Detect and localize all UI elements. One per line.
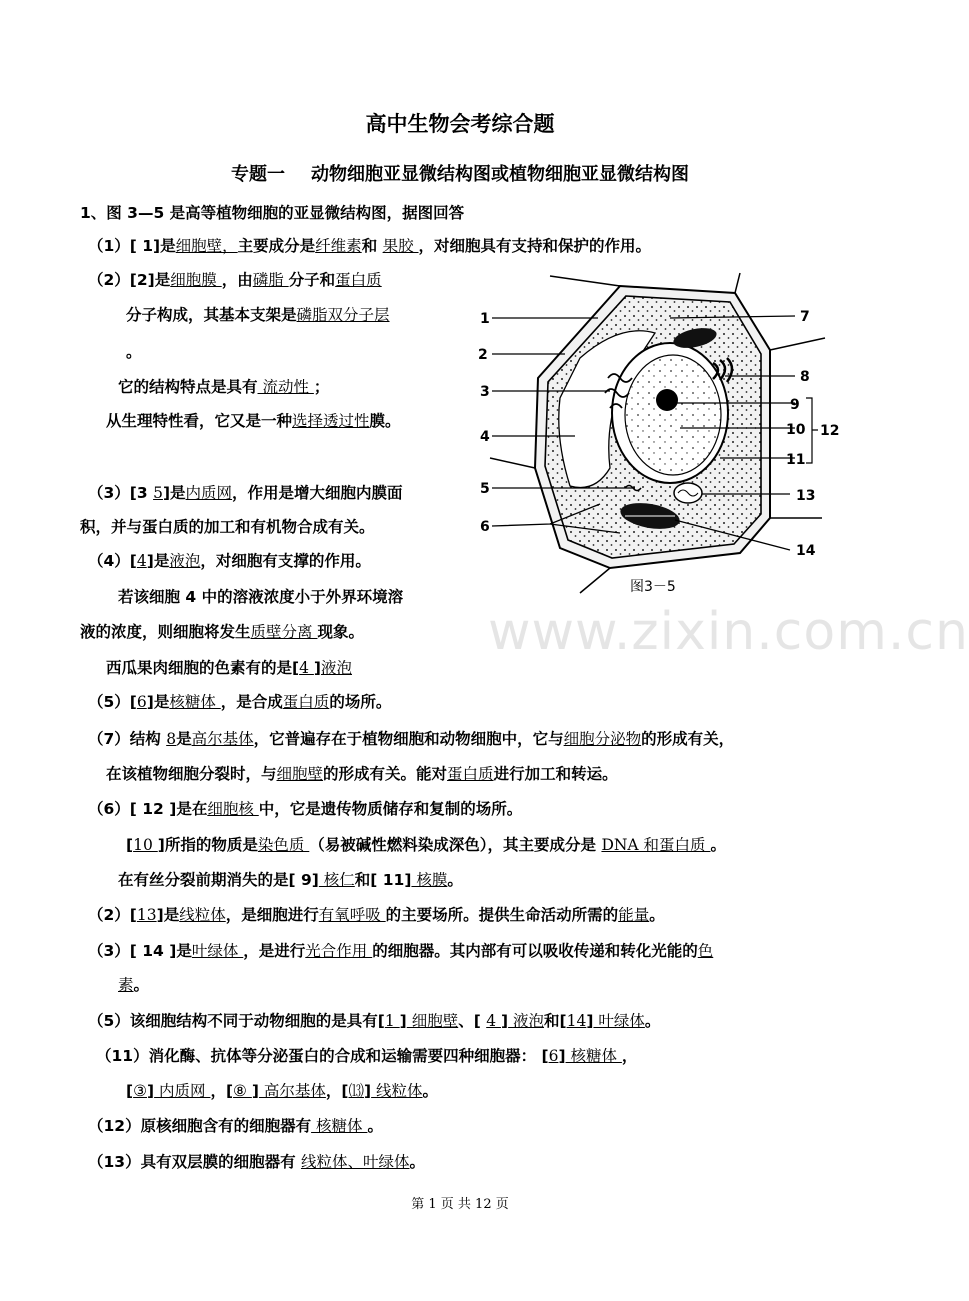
line-19: （2）[13]是线粒体，是细胞进行有氧呼吸 的主要场所。提供生命活动所需的能量。 bbox=[88, 906, 665, 924]
watermark: www.zixin.com.cn bbox=[488, 602, 969, 662]
line-6: 从生理特性看，它又是一种选择透过性膜。 bbox=[106, 412, 401, 430]
line-12: 西瓜果肉细胞的色素有的是[4 ]液泡 bbox=[106, 659, 352, 677]
line-3: 分子构成，其基本支架是磷脂双分子层 bbox=[126, 306, 390, 324]
line-10: 若该细胞 4 中的溶液浓度小于外界环境溶 bbox=[118, 588, 404, 606]
subtitle-topic: 专题一 bbox=[231, 164, 285, 185]
subtitle bbox=[0, 160, 920, 186]
label-12: 12 bbox=[820, 423, 840, 439]
line-14: （7）结构 8是高尔基体，它普遍存在于植物细胞和动物细胞中，它与细胞分泌物的形成有关， bbox=[88, 730, 735, 748]
line-26: （13）具有双层膜的细胞器有 线粒体、叶绿体。 bbox=[88, 1153, 425, 1171]
page-footer: 第 1 页 共 12 页 bbox=[411, 1197, 509, 1212]
subtitle-heading: 动物细胞亚显微结构图或植物细胞亚显微结构图 bbox=[311, 164, 689, 185]
label-10: 10 bbox=[786, 422, 806, 438]
line-11: 液的浓度，则细胞将发生质壁分离 现象。 bbox=[80, 623, 364, 641]
line-8: 积，并与蛋白质的加工和有机物合成有关。 bbox=[80, 518, 375, 536]
line-24: [③] 内质网 ，[⑧ ] 高尔基体，[⒀] 线粒体。 bbox=[126, 1082, 439, 1100]
line-4: 。 bbox=[126, 343, 142, 361]
line-1: （1）[ 1]是细胞壁，主要成分是纤维素和 果胶 ，对细胞具有支持和保护的作用。 bbox=[88, 237, 652, 255]
page-title: 高中生物会考综合题 bbox=[365, 112, 555, 136]
line-13: （5）[6]是核糖体 ，是合成蛋白质的场所。 bbox=[88, 693, 392, 711]
line-9: （4）[4]是液泡，对细胞有支撑的作用。 bbox=[88, 552, 371, 570]
line-2: （2）[2]是细胞膜 ，由磷脂 分子和蛋白质 bbox=[88, 271, 382, 289]
line-18: 在有丝分裂前期消失的是[ 9] 核仁和[ 11] 核膜。 bbox=[118, 871, 463, 889]
question-intro: 1、图 3—5 是高等植物细胞的亚显微结构图，据图回答 bbox=[80, 204, 465, 222]
label-13: 13 bbox=[796, 488, 816, 504]
nucleolus bbox=[656, 389, 678, 411]
line-15: 在该植物细胞分裂时，与细胞壁的形成有关。能对蛋白质进行加工和转运。 bbox=[106, 765, 618, 783]
line-21: 素。 bbox=[118, 976, 150, 994]
line-5: 它的结构特点是具有 流动性 ； bbox=[118, 378, 330, 396]
label-2: 2 bbox=[478, 347, 488, 363]
label-11: 11 bbox=[786, 452, 806, 468]
label-1: 1 bbox=[480, 311, 490, 327]
label-9: 9 bbox=[790, 397, 800, 413]
nucleus-inner bbox=[625, 355, 721, 475]
plant-cell-figure bbox=[470, 268, 850, 598]
line-7: （3）[3 5]是内质网，作用是增大细胞内膜面 bbox=[88, 484, 403, 502]
label-3: 3 bbox=[480, 384, 490, 400]
label-5: 5 bbox=[480, 481, 490, 497]
label-7: 7 bbox=[800, 309, 810, 325]
line-23: （11）消化酶、抗体等分泌蛋白的合成和运输需要四种细胞器： [6] 核糖体 ， bbox=[96, 1047, 638, 1065]
label-4: 4 bbox=[480, 429, 490, 445]
figure-caption: 图3－5 bbox=[630, 579, 676, 595]
label-8: 8 bbox=[800, 369, 810, 385]
line-17: [10 ]所指的物质是染色质 （易被碱性燃料染成深色），其主要成分是 DNA 和蛋白质 。 bbox=[126, 836, 726, 854]
line-22: （5）该细胞结构不同于动物细胞的是具有[1 ] 细胞壁、[ 4 ] 液泡和[14] 叶绿体。 bbox=[88, 1012, 661, 1030]
line-20: （3）[ 14 ]是叶绿体 ，是进行光合作用 的细胞器。其内部有可以吸收传递和转化光能的色 bbox=[88, 942, 714, 960]
label-6: 6 bbox=[480, 519, 490, 535]
line-16: （6）[ 12 ]是在细胞核 中，它是遗传物质储存和复制的场所。 bbox=[88, 800, 523, 818]
line-25: （12）原核细胞含有的细胞器有 核糖体 。 bbox=[88, 1117, 383, 1135]
label-14: 14 bbox=[796, 543, 816, 559]
